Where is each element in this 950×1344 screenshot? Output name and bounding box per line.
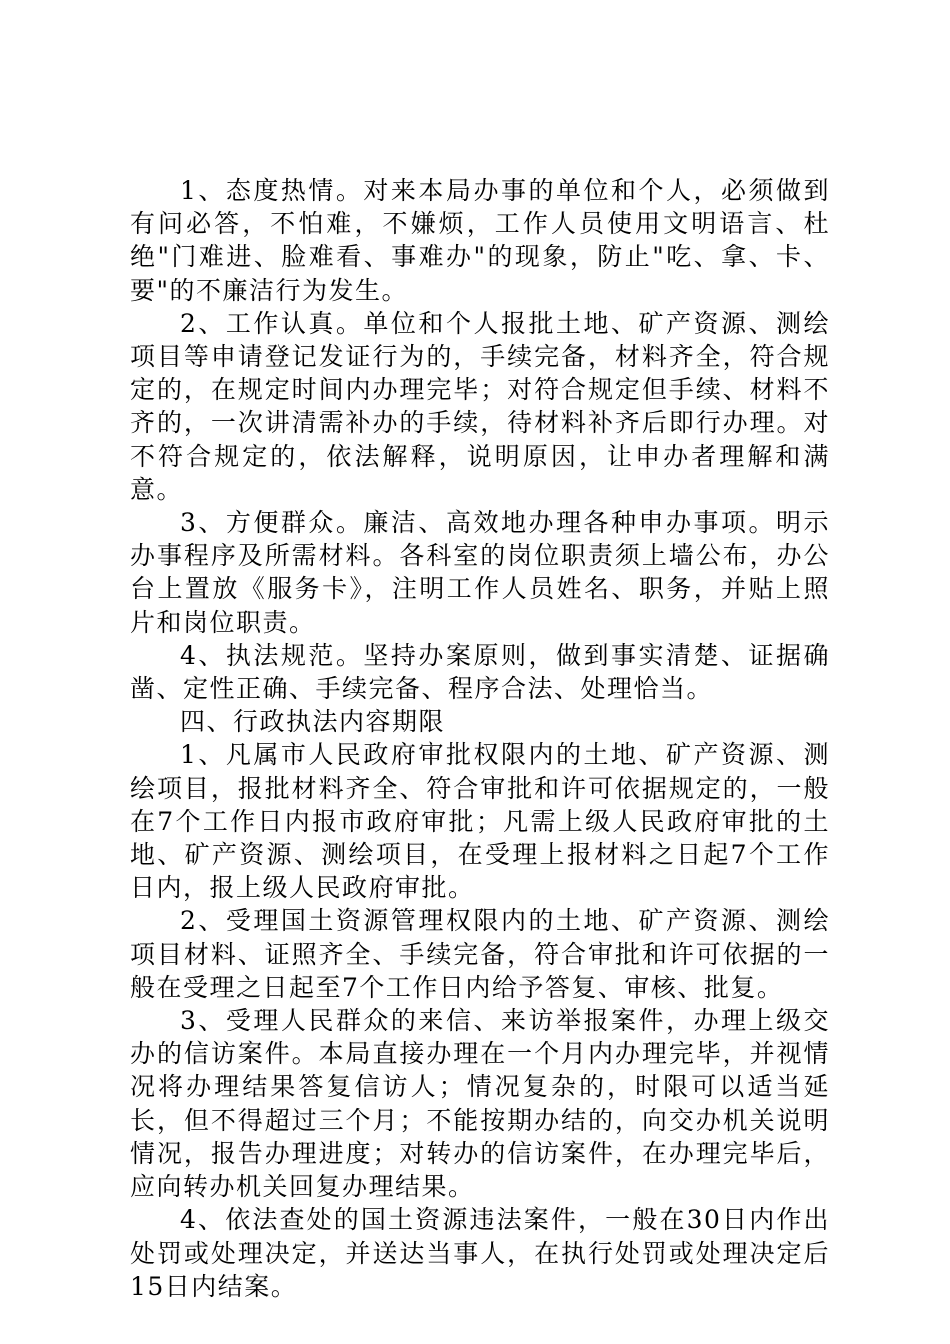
paragraph-law-enforcement: 4、执法规范。坚持办案原则，做到事实清楚、证据确凿、定性正确、手续完备、程序合法、处理恰当。 — [130, 640, 830, 704]
paragraph-approval-deadline: 1、凡属市人民政府审批权限内的土地、矿产资源、测绘项目，报批材料齐全、符合审批和许可依据规定的，一般在7个工作日内报市政府审批；凡需上级人民政府审批的土地、矿产资源、测绘项目，在受理上报材料之日起7个工作日内，报上级人民政府审批。 — [130, 740, 830, 903]
paragraph-convenience: 3、方便群众。廉洁、高效地办理各种申办事项。明示办事程序及所需材料。各科室的岗位职责须上墙公布，办公台上置放《服务卡》，注明工作人员姓名、职务，并贴上照片和岗位职责。 — [130, 508, 830, 637]
paragraph-attitude: 1、态度热情。对来本局办事的单位和个人，必须做到有问必答，不怕难，不嫌烦，工作人员使用文明语言、杜绝"门难进、脸难看、事难办"的现象，防止"吃、拿、卡、要"的不廉洁行为发生。 — [130, 176, 830, 305]
paragraph-review-deadline: 2、受理国土资源管理权限内的土地、矿产资源、测绘项目材料、证照齐全、手续完备，符合审批和许可依据的一般在受理之日起至7个工作日内给予答复、审核、批复。 — [130, 906, 830, 1002]
section-heading-4: 四、行政执法内容期限 — [180, 707, 446, 737]
paragraph-work-diligence: 2、工作认真。单位和个人报批土地、矿产资源、测绘项目等申请登记发证行为的，手续完备，材料齐全，符合规定的，在规定时间内办理完毕；对符合规定但手续、材料不齐的，一次讲清需补办的手续，待材料补齐后即行办理。对不符合规定的，依法解释，说明原因，让申办者理解和满意。 — [130, 308, 830, 504]
paragraph-petition-deadline: 3、受理人民群众的来信、来访举报案件，办理上级交办的信访案件。本局直接办理在一个月内办理完毕，并视情况将办理结果答复信访人；情况复杂的，时限可以适当延长，但不得超过三个月；不能按期办结的，向交办机关说明情况，报告办理进度；对转办的信访案件，在办理完毕后，应向转办机关回复办理结果。 — [130, 1006, 830, 1202]
paragraph-violation-deadline: 4、依法查处的国土资源违法案件，一般在30日内作出处罚或处理决定，并送达当事人，在执行处罚或处理决定后15日内结案。 — [130, 1205, 830, 1301]
document-body — [130, 174, 830, 1303]
